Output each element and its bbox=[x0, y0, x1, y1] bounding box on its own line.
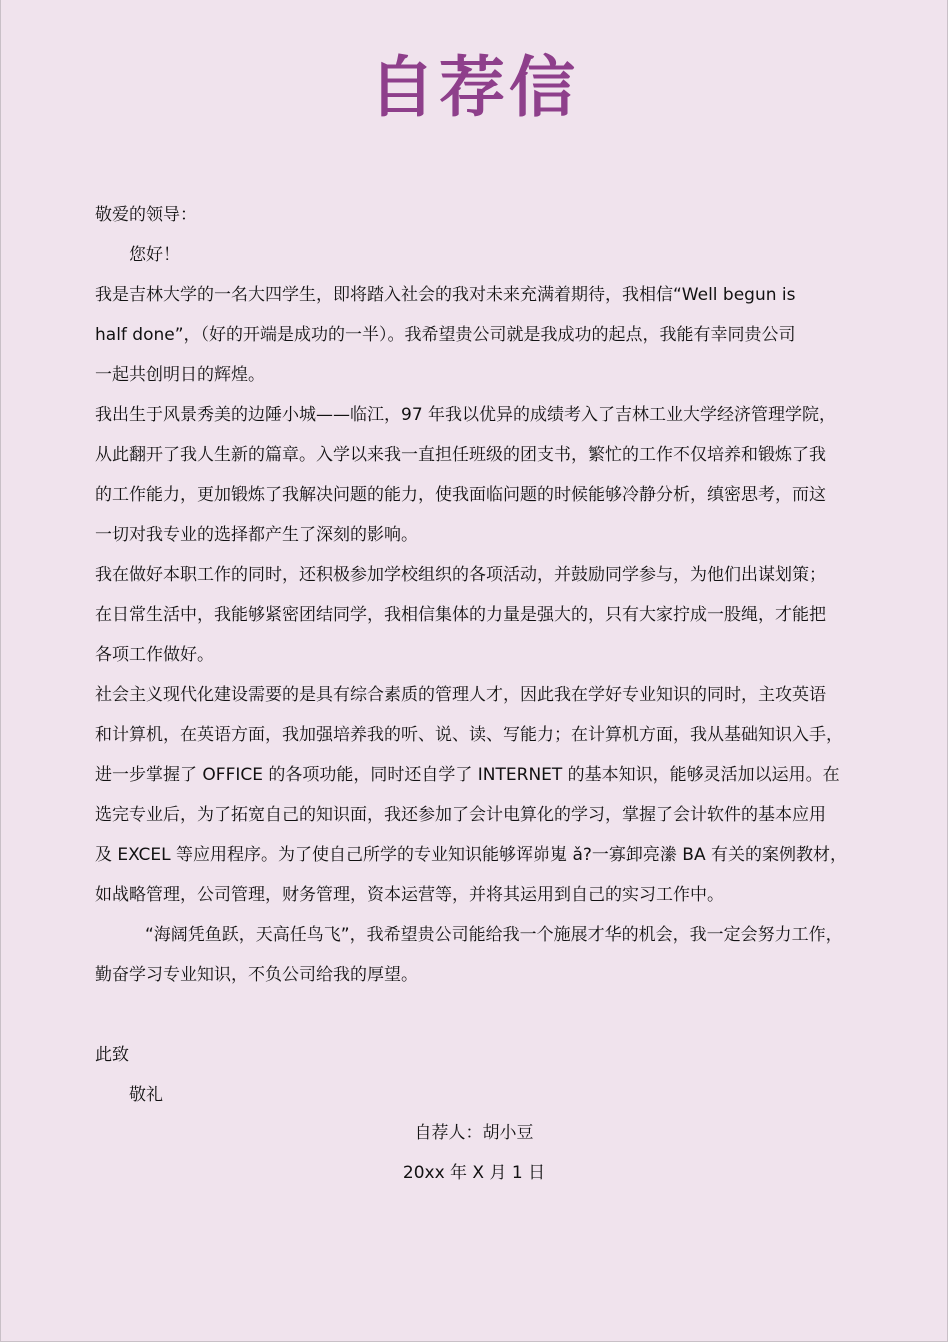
paragraph-line: 选完专业后，为了拓宽自己的知识面，我还参加了会计电算化的学习，掌握了会计软件的基本应用 bbox=[95, 805, 826, 825]
paragraph-line: 一切对我专业的选择都产生了深刻的影响。 bbox=[95, 525, 418, 545]
paragraph-4 bbox=[95, 675, 875, 915]
document-title: 自荐信 bbox=[369, 49, 579, 126]
paragraph-line: 我出生于风景秀美的边陲小城——临江，97 年我以优异的成绩考入了吉林工业大学经济管理学院， bbox=[95, 405, 837, 425]
paragraph-1 bbox=[95, 275, 875, 395]
closing-quote-paragraph bbox=[95, 915, 875, 995]
paragraph-line: 进一步掌握了 OFFICE 的各项功能，同时还自学了 INTERNET 的基本知识，能够灵活加以运用。在 bbox=[95, 765, 840, 785]
paragraph-line: 一起共创明日的辉煌。 bbox=[95, 365, 265, 385]
spacer bbox=[95, 995, 875, 1035]
paragraph-line: 的工作能力，更加锻炼了我解决问题的能力，使我面临问题的时候能够冷静分析，缜密思考，而这 bbox=[95, 485, 826, 505]
paragraph-line: 在日常生活中，我能够紧密团结同学，我相信集体的力量是强大的，只有大家拧成一股绳，才能把 bbox=[95, 605, 826, 625]
signature: 自荐人：胡小豆 bbox=[414, 1123, 534, 1143]
hello-line: 您好！ bbox=[129, 245, 180, 265]
paragraph-line: 从此翻开了我人生新的篇章。入学以来我一直担任班级的团支书，繁忙的工作不仅培养和锻炼了我 bbox=[95, 445, 826, 465]
paragraph-line: 各项工作做好。 bbox=[95, 645, 214, 665]
paragraph-line: 如战略管理，公司管理，财务管理，资本运营等，并将其运用到自己的实习工作中。 bbox=[95, 885, 724, 905]
letter-body bbox=[95, 195, 875, 1115]
paragraph-line: 我是吉林大学的一名大四学生，即将踏入社会的我对未来充满着期待，我相信“Well begun is bbox=[95, 285, 796, 305]
paragraph-line: 社会主义现代化建设需要的是具有综合素质的管理人才，因此我在学好专业知识的同时，主攻英语 bbox=[95, 685, 826, 705]
date: 20xx 年 X 月 1 日 bbox=[402, 1163, 546, 1183]
paragraph-line: 及 EXCEL 等应用程序。为了使自己所学的专业知识能够诨峁嵬 ǎ?一寡卸亮潫 BA 有关的案例教材， bbox=[95, 845, 847, 865]
paragraph-line: half done”，（好的开端是成功的一半）。我希望贵公司就是我成功的起点，我能有幸同贵公司 bbox=[95, 325, 796, 345]
paragraph-2 bbox=[95, 395, 875, 555]
paragraph-line: “海阔凭鱼跃，天高任鸟飞”，我希望贵公司能给我一个施展才华的机会，我一定会努力工作， bbox=[145, 925, 843, 945]
paragraph-line: 和计算机，在英语方面，我加强培养我的听、说、读、写能力；在计算机方面，我从基础知识入手， bbox=[95, 725, 843, 745]
paragraph-line: 我在做好本职工作的同时，还积极参加学校组织的各项活动，并鼓励同学参与，为他们出谋划策； bbox=[95, 565, 826, 585]
sign-off: 此致 bbox=[95, 1045, 129, 1065]
greeting: 敬爱的领导： bbox=[95, 205, 197, 225]
paragraph-line: 勤奋学习专业知识，不负公司给我的厚望。 bbox=[95, 965, 418, 985]
paragraph-3 bbox=[95, 555, 875, 675]
regards: 敬礼 bbox=[129, 1085, 163, 1105]
